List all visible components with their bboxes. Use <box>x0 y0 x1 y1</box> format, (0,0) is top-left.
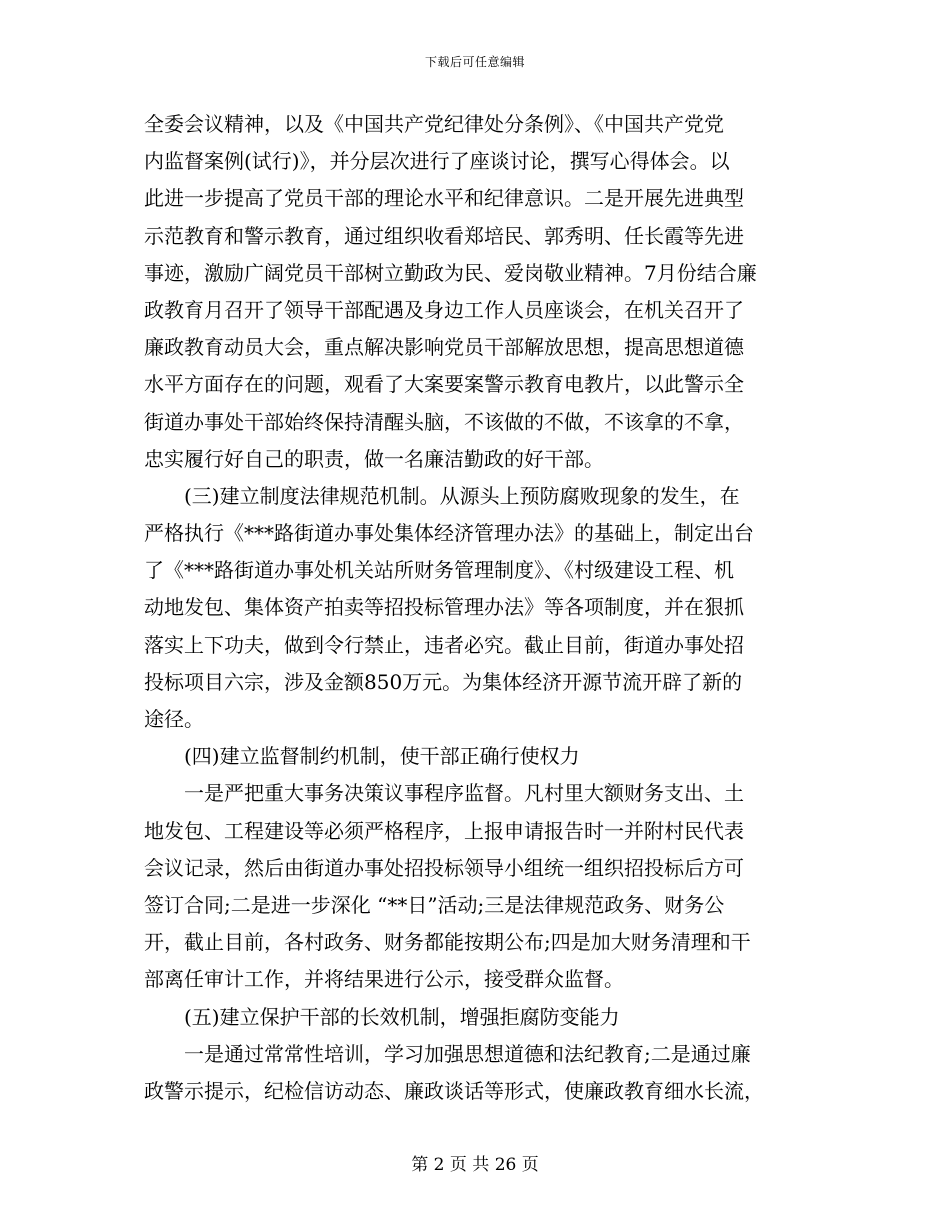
page-header: 下载后可任意编辑 <box>424 55 525 69</box>
text-line: 示范教育和警示教育，通过组织收看郑培民、郭秀明、任长霞等先进 <box>144 223 744 248</box>
text-line: 签订合同;二是进一步深化 “**日”活动;三是法律规范政务、财务公 <box>144 892 725 917</box>
text-line: 街道办事处干部始终保持清醒头脑，不该做的不做，不该拿的不拿， <box>144 409 744 434</box>
text-line: 动地发包、集体资产拍卖等招投标管理办法》等各项制度，并在狠抓 <box>144 595 744 620</box>
text-line: 了《***路街道办事处机关站所财务管理制度》、《村级建设工程、机 <box>144 558 734 583</box>
text-line: 地发包、工程建设等必须严格程序，上报申请报告时一并附村民代表 <box>144 818 744 843</box>
text-line: (四)建立监督制约机制，使干部正确行使权力 <box>144 744 580 769</box>
text-line: 严格执行《***路街道办事处集体经济管理办法》的基础上，制定出台 <box>144 521 754 546</box>
text-line: 内监督案例(试行)》，并分层次进行了座谈讨论，撰写心得体会。以 <box>144 149 730 174</box>
text-line: 开，截止目前，各村政务、财务都能按期公布;四是加大财务清理和干 <box>144 930 751 955</box>
document-body <box>144 106 810 1110</box>
text-line: 政警示提示，纪检信访动态、廉政谈话等形式，使廉政教育细水长流， <box>144 1078 764 1103</box>
text-line: 途径。 <box>144 707 204 731</box>
text-line: 事迹，激励广阔党员干部树立勤政为民、爱岗敬业精神。7月份结合廉 <box>144 260 757 285</box>
text-line: 投标项目六宗，涉及金额850万元。为集体经济开源节流开辟了新的 <box>144 669 743 694</box>
text-line: 水平方面存在的问题，观看了大案要案警示教育电教片，以此警示全 <box>144 372 744 397</box>
text-line: 全委会议精神，以及《中国共产党纪律处分条例》、《中国共产党党 <box>144 112 724 136</box>
text-line: 部离任审计工作，并将结果进行公示，接受群众监督。 <box>144 967 624 992</box>
text-line: 忠实履行好自己的职责，做一名廉洁勤政的好干部。 <box>144 446 604 471</box>
text-line: 落实上下功夫，做到令行禁止，违者必究。截止目前，街道办事处招 <box>144 632 744 657</box>
text-line: 一是严把重大事务决策议事程序监督。凡村里大额财务支出、土 <box>144 781 744 806</box>
text-line: 政教育月召开了领导干部配遇及身边工作人员座谈会，在机关召开了 <box>144 297 744 322</box>
text-line: (三)建立制度法律规范机制。从源头上预防腐败现象的发生，在 <box>144 483 740 508</box>
text-line: 廉政教育动员大会，重点解决影响党员干部解放思想，提高思想道德 <box>144 335 744 360</box>
text-line: 此进一步提高了党员干部的理论水平和纪律意识。二是开展先进典型 <box>144 186 744 211</box>
text-line: 一是通过常常性培训，学习加强思想道德和法纪教育;二是通过廉 <box>144 1041 751 1066</box>
text-line: 会议记录，然后由街道办事处招投标领导小组统一组织招投标后方可 <box>144 855 744 880</box>
text-line: (五)建立保护干部的长效机制，增强拒腐防变能力 <box>144 1004 620 1029</box>
page-number: 第 2 页 共 26 页 <box>411 1155 539 1175</box>
